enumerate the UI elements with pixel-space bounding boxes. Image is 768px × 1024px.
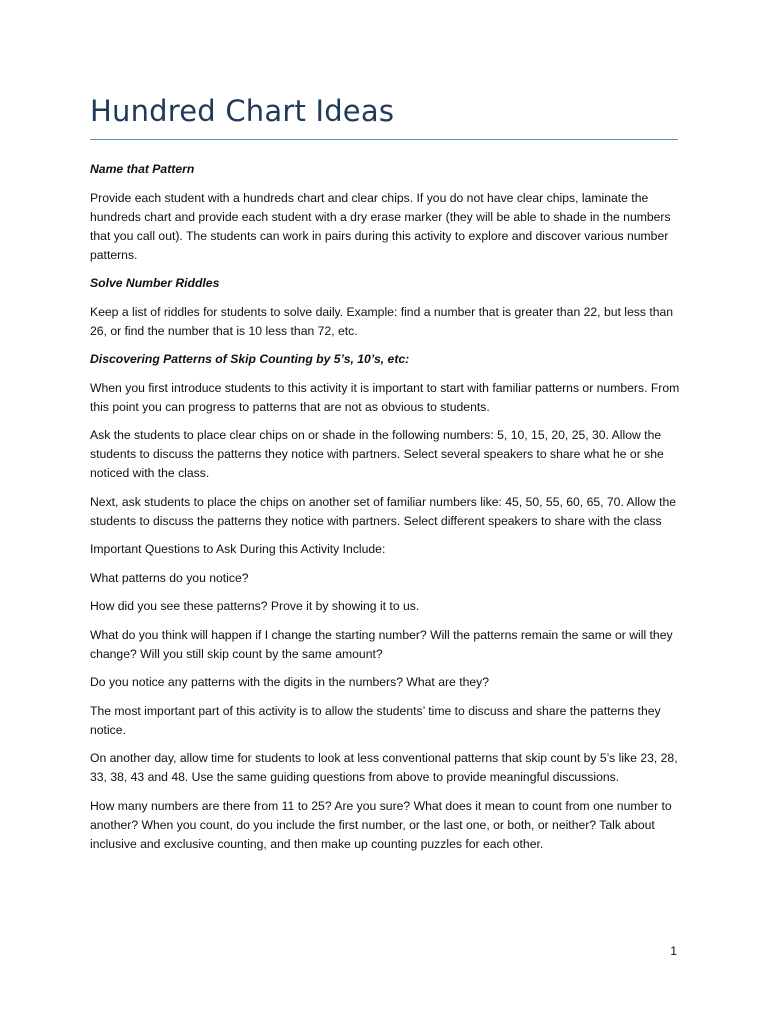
title-divider bbox=[90, 139, 678, 140]
body-paragraph: On another day, allow time for students to look at less conventional patterns that skip count by 5’s like 23, 28, 33, 38, 43 and 48. Use the same guiding questions from above to provide meaningful discussions. bbox=[90, 751, 678, 784]
document-body bbox=[90, 160, 680, 863]
body-paragraph: Next, ask students to place the chips on another set of familiar numbers like: 45, 50, 55, 60, 65, 70. Allow the students to discuss the patterns they notice with partners. Select different speakers to share with the class bbox=[90, 494, 677, 528]
body-paragraph: The most important part of this activity is to allow the students’ time to discuss and share the patterns they notice. bbox=[90, 703, 661, 737]
body-paragraph: Provide each student with a hundreds chart and clear chips. If you do not have clear chips, laminate the hundreds chart and provide each student with a dry erase marker (they will be able to shade in the numbers that you call out). The students can work in pairs during this activity to explore and discover various number patterns. bbox=[90, 190, 671, 262]
body-paragraph: How did you see these patterns? Prove it by showing it to us. bbox=[90, 599, 420, 613]
section-heading: Name that Pattern bbox=[90, 162, 195, 176]
body-paragraph: How many numbers are there from 11 to 25? Are you sure? What does it mean to count from one number to another? When you count, do you include the first number, or the last one, or both, or neither? Talk about inclusive and exclusive counting, and then make up counting puzzles for each other. bbox=[90, 798, 672, 851]
page-number: 1 bbox=[670, 944, 677, 958]
body-paragraph: Important Questions to Ask During this Activity Include: bbox=[90, 542, 386, 556]
body-paragraph: When you first introduce students to this activity it is important to start with familiar patterns or numbers. From this point you can progress to patterns that are not as obvious to students. bbox=[90, 380, 680, 414]
page-title: Hundred Chart Ideas bbox=[90, 94, 395, 128]
body-paragraph: What patterns do you notice? bbox=[90, 570, 249, 585]
body-paragraph: Keep a list of riddles for students to solve daily. Example: find a number that is greater than 22, but less than 26, or find the number that is 10 less than 72, etc. bbox=[90, 304, 674, 338]
body-paragraph: Ask the students to place clear chips on or shade in the following numbers: 5, 10, 15, 20, 25, 30. Allow the students to discuss the patterns they notice with partners. Select several speakers to share what he or she noticed with the class. bbox=[90, 428, 664, 480]
section-heading: Solve Number Riddles bbox=[90, 276, 220, 290]
body-paragraph: Do you notice any patterns with the digits in the numbers? What are they? bbox=[90, 675, 490, 689]
section-heading: Discovering Patterns of Skip Counting by 5’s, 10’s, etc: bbox=[90, 352, 410, 366]
body-paragraph: What do you think will happen if I change the starting number? Will the patterns remain the same or will they change? Will you still skip count by the same amount? bbox=[90, 627, 673, 661]
